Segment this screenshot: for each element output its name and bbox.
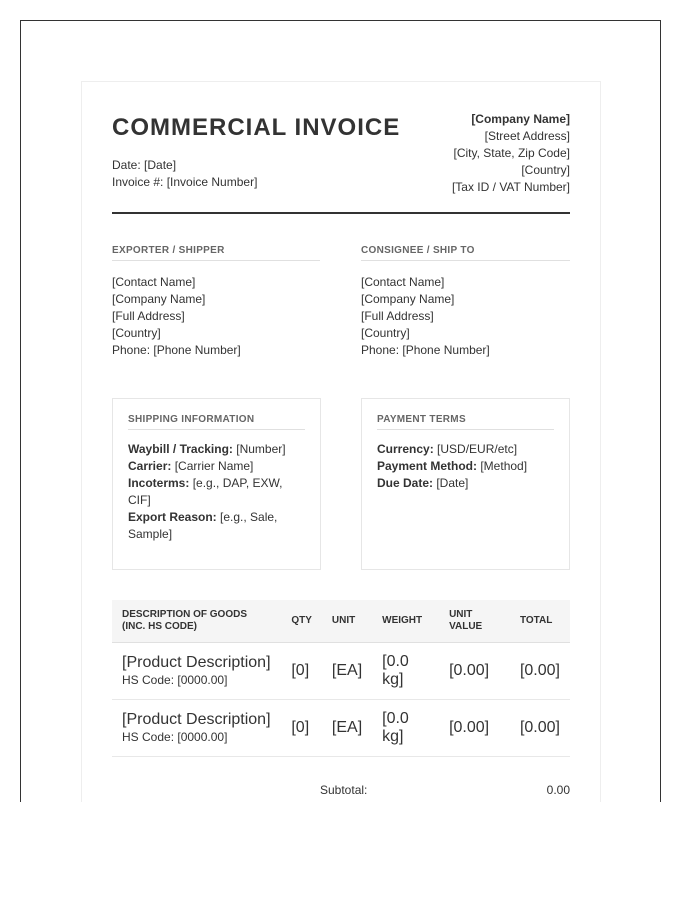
consignee-line: [Full Address]	[361, 309, 434, 323]
exporter-line: [Company Name]	[112, 292, 206, 306]
company-street: [Street Address]	[484, 129, 570, 143]
cell-unit: [EA]	[322, 700, 372, 757]
company-block	[452, 111, 570, 196]
exporter-label: EXPORTER / SHIPPER	[112, 245, 320, 261]
col-unit-value-line1: UNIT	[449, 609, 473, 620]
shipping-info-label: SHIPPING INFORMATION	[128, 414, 305, 430]
export-reason-value: [e.g., Sale, Sample]	[128, 510, 278, 541]
waybill-label: Waybill / Tracking:	[128, 442, 233, 456]
cell-unit-value: [0.00]	[439, 700, 510, 757]
incoterms-row	[128, 475, 305, 509]
hs-code: HS Code: [0000.00]	[122, 673, 228, 687]
payment-method-label: Payment Method:	[377, 459, 478, 473]
incoterms-label: Incoterms:	[128, 476, 190, 490]
carrier-label: Carrier:	[128, 459, 172, 473]
col-description	[112, 600, 281, 643]
payment-method-value: [Method]	[477, 459, 528, 473]
cell-weight: [0.0 kg]	[372, 643, 439, 700]
currency-row	[377, 441, 554, 458]
cell-qty: [0]	[281, 700, 322, 757]
waybill-row	[128, 441, 305, 458]
exporter-line: [Full Address]	[112, 309, 185, 323]
col-weight: WEIGHT	[372, 600, 439, 643]
invoice-date: Date: [Date]	[112, 158, 177, 172]
currency-label: Currency:	[377, 442, 434, 456]
consignee-line: [Company Name]	[361, 292, 455, 306]
payment-terms-box	[361, 398, 570, 570]
product-description: [Product Description]	[122, 654, 271, 671]
hs-code: HS Code: [0000.00]	[122, 730, 228, 744]
col-description-line2: (INC. HS CODE)	[122, 621, 197, 632]
col-unit-value	[439, 600, 510, 643]
export-reason-row	[128, 509, 305, 543]
col-total: TOTAL	[510, 600, 570, 643]
cell-qty: [0]	[281, 643, 322, 700]
payment-method-row	[377, 458, 554, 475]
due-date-label: Due Date:	[377, 476, 434, 490]
waybill-value: [Number]	[232, 442, 286, 456]
carrier-row	[128, 458, 305, 475]
consignee-label: CONSIGNEE / SHIP TO	[361, 245, 570, 261]
currency-value: [USD/EUR/etc]	[433, 442, 518, 456]
subtotal-label: Subtotal:	[320, 783, 368, 797]
subtotal-value: 0.00	[546, 783, 570, 797]
invoice-meta	[112, 157, 257, 191]
invoice-title: COMMERCIAL INVOICE	[112, 114, 401, 141]
col-unit: UNIT	[322, 600, 372, 643]
cell-unit-value: [0.00]	[439, 643, 510, 700]
payment-terms-body	[377, 441, 554, 492]
goods-table	[112, 600, 570, 757]
consignee-line: [Country]	[361, 326, 410, 340]
payment-terms-label: PAYMENT TERMS	[377, 414, 554, 430]
consignee-line: [Contact Name]	[361, 275, 445, 289]
cell-description	[112, 643, 281, 700]
consignee-section	[361, 245, 570, 359]
due-date-value: [Date]	[433, 476, 469, 490]
product-description: [Product Description]	[122, 711, 271, 728]
cell-description	[112, 700, 281, 757]
exporter-line: [Contact Name]	[112, 275, 196, 289]
company-name: [Company Name]	[471, 112, 570, 126]
shipping-info-body	[128, 441, 305, 543]
company-country: [Country]	[521, 163, 570, 177]
due-date-row	[377, 475, 554, 492]
export-reason-label: Export Reason:	[128, 510, 217, 524]
cell-unit: [EA]	[322, 643, 372, 700]
col-description-line1: DESCRIPTION OF GOODS	[122, 609, 248, 620]
cell-total: [0.00]	[510, 643, 570, 700]
cell-weight: [0.0 kg]	[372, 700, 439, 757]
exporter-line: Phone: [Phone Number]	[112, 343, 241, 357]
col-unit-value-line2: VALUE	[449, 621, 483, 632]
consignee-line: Phone: [Phone Number]	[361, 343, 490, 357]
exporter-section	[112, 245, 320, 359]
carrier-value: [Carrier Name]	[171, 459, 254, 473]
cell-total: [0.00]	[510, 700, 570, 757]
shipping-info-box	[112, 398, 321, 570]
table-row	[112, 700, 570, 757]
company-city: [City, State, Zip Code]	[453, 146, 570, 160]
goods-header-row	[112, 600, 570, 643]
incoterms-value: [e.g., DAP, EXW, CIF]	[128, 476, 283, 507]
header-divider	[112, 212, 570, 214]
exporter-line: [Country]	[112, 326, 161, 340]
table-row	[112, 643, 570, 700]
company-tax-id: [Tax ID / VAT Number]	[451, 180, 570, 194]
consignee-address	[361, 274, 570, 359]
exporter-address	[112, 274, 320, 359]
col-qty: QTY	[281, 600, 322, 643]
invoice-number: Invoice #: [Invoice Number]	[112, 175, 258, 189]
